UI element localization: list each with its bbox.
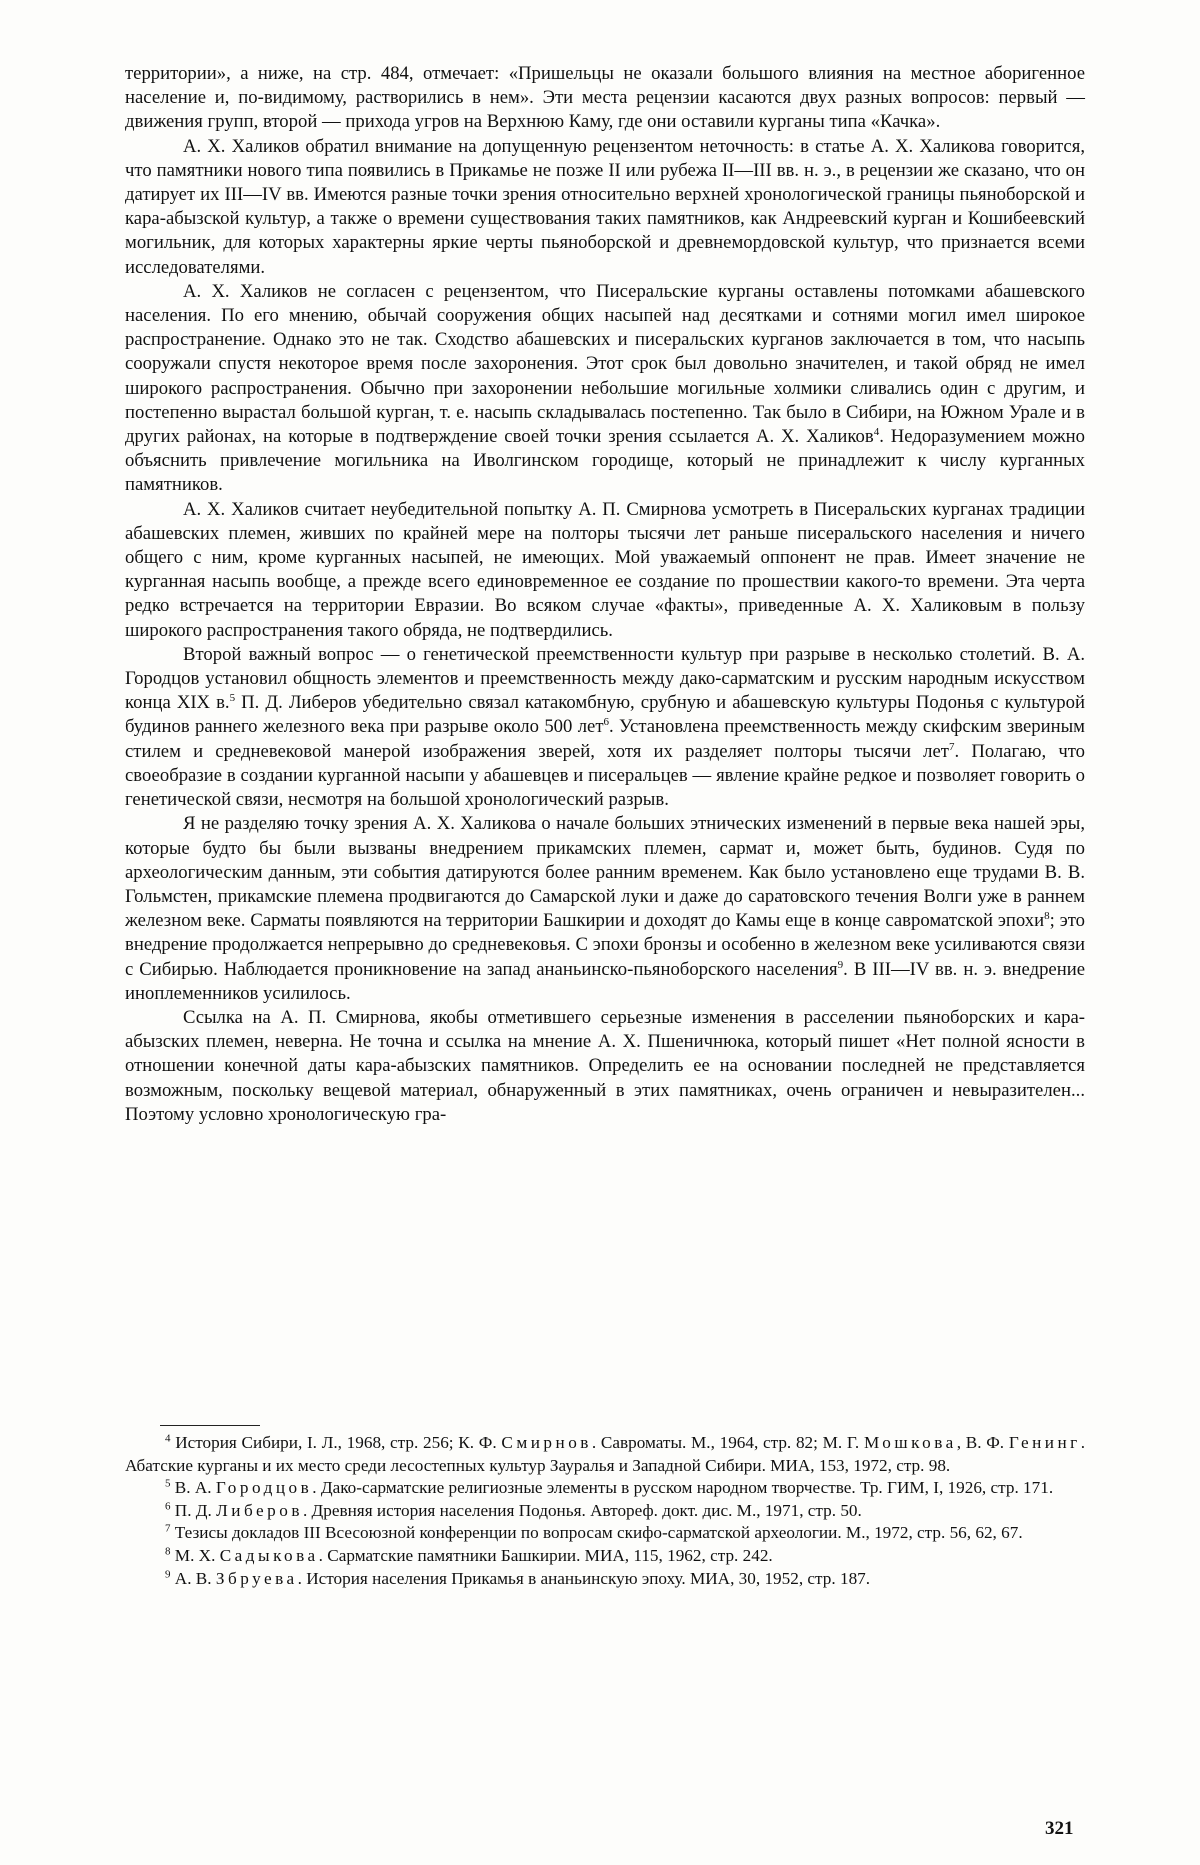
footnote-number: 9 xyxy=(165,1567,171,1580)
footnotes xyxy=(125,1432,1085,1590)
footnote-ref-9: 9 xyxy=(837,958,844,971)
footnote-ref-5: 5 xyxy=(229,692,236,705)
footnote-number: 4 xyxy=(165,1432,171,1445)
paragraph-1: территории», а ниже, на стр. 484, отмечает: «Пришельцы не оказали большого влияния на местное аборигенное население и, по-видимому, растворились в нем». Эти места рецензии касаются двух разных вопросов: первый — движения групп, второй — прихода угров на Верхнюю Каму, где они оставили курганы типа «Качка». xyxy=(125,63,1085,133)
paragraph-5-text-b: П. Д. Либеров убедительно связал катакомбную, срубную и абашевскую культуры Подонья с культурой будинов раннего железного века при разрыве около 500 лет xyxy=(125,692,1085,738)
footnote-7 xyxy=(125,1522,1085,1545)
footnote-text: . Дако-сарматские религиозные элементы в русском народном творчестве. Тр. ГИМ, I, 1926, стр. 171. xyxy=(312,1478,1054,1498)
paragraph-5-text-a: Второй важный вопрос — о генетической преемственности культур при разрыве в несколько столетий. В. А. Городцов установил общность элементов и преемственность между дако-сарматским и русским народным искусством конца XIX в. xyxy=(125,643,1085,714)
author-name: Либеров xyxy=(216,1500,303,1520)
footnote-text: . Древняя история населения Подонья. Автореф. докт. дис. М., 1971, стр. 50. xyxy=(302,1500,862,1520)
footnote-ref-4: 4 xyxy=(873,425,880,438)
author-name: Генинг xyxy=(1008,1433,1081,1452)
paragraph-5 xyxy=(125,643,1085,812)
paragraph-6 xyxy=(125,812,1085,1006)
paragraph-6-text-a: Я не разделяю точку зрения А. Х. Халикова о начале больших этнических изменений в первые века нашей эры, которые будто бы были вызваны внедрением прикамских племен, сармат и, может быть, будинов. Судя по археологическим данным, эти события датируются более ранним временем. Как было установлено еще трудами В. В. Гольмстен, прикамские племена продвигаются до Самарской луки и даже до саратовского течения Волги уже в раннем железном веке. Сарматы появляются на территории Башкирии и доходят до Камы еще в конце савроматской эпохи xyxy=(125,813,1085,932)
footnote-5 xyxy=(125,1477,1085,1500)
footnote-ref-8: 8 xyxy=(1044,909,1050,922)
footnote-number: 5 xyxy=(165,1477,171,1490)
footnote-6 xyxy=(125,1500,1085,1523)
footnote-text: П. Д. xyxy=(174,1500,217,1520)
author-name: Мошкова xyxy=(863,1433,957,1452)
paragraph-6-text-b: ; это внедрение продолжается непрерывно до средневековья. С эпохи бронзы и особенно в железном веке усиливаются связи с Сибирью. Наблюдается проникновение на запад ананьинско-пьяноборского населения xyxy=(125,910,1085,980)
paragraph-3-text-b: . Недоразумением можно объяснить привлечение могильника на Иволгинском городище, который не принадлежит к числу курганных памятников. xyxy=(125,426,1085,496)
footnote-text: Тезисы докладов III Всесоюзной конференции по вопросам скифо-сарматской археологии. М., 1972, стр. 56, 62, 67. xyxy=(174,1523,1023,1543)
footnote-4 xyxy=(125,1432,1085,1477)
footnote-text: . Сарматские памятники Башкирии. МИА, 115, 1962, стр. 242. xyxy=(318,1545,773,1565)
paragraph-6-text-c: . В III—IV вв. н. э. внедрение иноплеменников усилилось. xyxy=(125,958,1086,1004)
footnote-text: , В. Ф. xyxy=(956,1433,1009,1452)
page-number: 321 xyxy=(1045,1818,1074,1839)
footnote-8 xyxy=(125,1545,1085,1568)
author-name: Збруева xyxy=(215,1568,298,1588)
footnote-text: . Савроматы. М., 1964, стр. 82; М. Г. xyxy=(591,1433,864,1452)
footnote-divider xyxy=(160,1425,260,1426)
footnote-text: . История населения Прикамья в ананьинскую эпоху. МИА, 30, 1952, стр. 187. xyxy=(297,1568,871,1588)
footnote-number: 7 xyxy=(165,1522,171,1535)
footnote-number: 6 xyxy=(165,1500,171,1513)
paragraph-2: А. Х. Халиков обратил внимание на допущенную рецензентом неточность: в статье А. Х. Халикова говорится, что памятники нового типа появились в Прикамье не позже II или рубежа II—III вв. н. э., в рецензии же сказано, что он датирует их III—IV вв. Имеются разные точки зрения относительно верхней хронологической границы пьяноборской и кара-абызской культур, а также о времени существования таких памятников, как Андреевский курган и Кошибеевский могильник, для которых характерны яркие черты пьяноборской и древнемордовской культур, что признается всеми исследователями. xyxy=(125,135,1085,278)
paragraph-5-text-d: . Полагаю, что своеобразие в создании курганной насыпи у абашевцев и писеральцев — явление крайне редкое и позволяет говорить о генетической связи, несмотря на большой хронологический разрыв. xyxy=(125,740,1085,811)
footnote-ref-7: 7 xyxy=(948,740,955,753)
paragraph-5-text-c: . Установлена преемственность между скифским звериным стилем и средневековой манерой изображения зверей, хотя их разделяет полторы тысячи лет xyxy=(125,716,1086,762)
footnote-ref-6: 6 xyxy=(603,716,610,729)
footnote-9 xyxy=(125,1568,1085,1591)
paragraph-4: А. Х. Халиков считает неубедительной попытку А. П. Смирнова усмотреть в Писеральских курганах традиции абашевских племен, живших по крайней мере на полторы тысячи лет раньше писеральского населения и ничего общего с ним, кроме курганных насыпей, не имеющих. Мой уважаемый оппонент не прав. Имеет значение не курганная насыпь вообще, а прежде всего единовременное ее создание по прошествии какого-то времени. Эта черта редко встречается на территории Евразии. Во всяком случае «факты», приведенные А. Х. Халиковым в пользу широкого распространения такого обряда, не подтвердились. xyxy=(125,498,1085,641)
footnote-text: М. Х. xyxy=(174,1545,220,1565)
footnote-number: 8 xyxy=(165,1545,171,1558)
footnote-text: История Сибири, I. Л., 1968, стр. 256; К. Ф. xyxy=(175,1433,502,1452)
footnote-text: . Абатские курганы и их место среди лесостепных культур Зауралья и Западной Сибири. МИА, 153, 1972, стр. 98. xyxy=(125,1433,1086,1475)
footnote-text: В. А. xyxy=(174,1478,216,1498)
paragraph-7: Ссылка на А. П. Смирнова, якобы отметившего серьезные изменения в расселении пьяноборских и кара-абызских племен, неверна. Не точна и ссылка на мнение А. Х. Пшеничнюка, который пишет «Нет полной ясности в отношении конечной даты кара-абызских памятников. Определить ее на основании последней не представляется возможным, поскольку вещевой материал, обнаруженный в этих памятниках, очень ограничен и невыразителен... Поэтому условно хронологическую гра- xyxy=(125,1006,1085,1125)
paragraph-3-text-a: А. Х. Халиков не согласен с рецензентом, что Писеральские курганы оставлены потомками абашевского населения. По его мнению, обычай сооружения общих насыпей над десятками и сотнями могил имел широкое распространение. Однако это не так. Сходство абашевских и писеральских курганов заключается в том, что насыпь сооружали спустя некоторое время после захоронения. Этот срок был довольно значителен, и такой обряд не имел широкого распространения. Обычно при захоронении небольшие могильные холмики сливались один с другим, и постепенно вырастал большой курган, т. е. насыпь складывалась постепенно. Так было в Сибири, на Южном Урале и в других районах, на которые в подтверждение своей точки зрения ссылается А. Х. Халиков xyxy=(125,280,1085,448)
paragraph-3 xyxy=(125,280,1085,498)
main-text xyxy=(125,62,1085,1127)
author-name: Смирнов xyxy=(501,1433,592,1452)
author-name: Садыкова xyxy=(219,1545,319,1565)
footnote-text: А. В. xyxy=(174,1568,216,1588)
author-name: Городцов xyxy=(215,1478,313,1498)
